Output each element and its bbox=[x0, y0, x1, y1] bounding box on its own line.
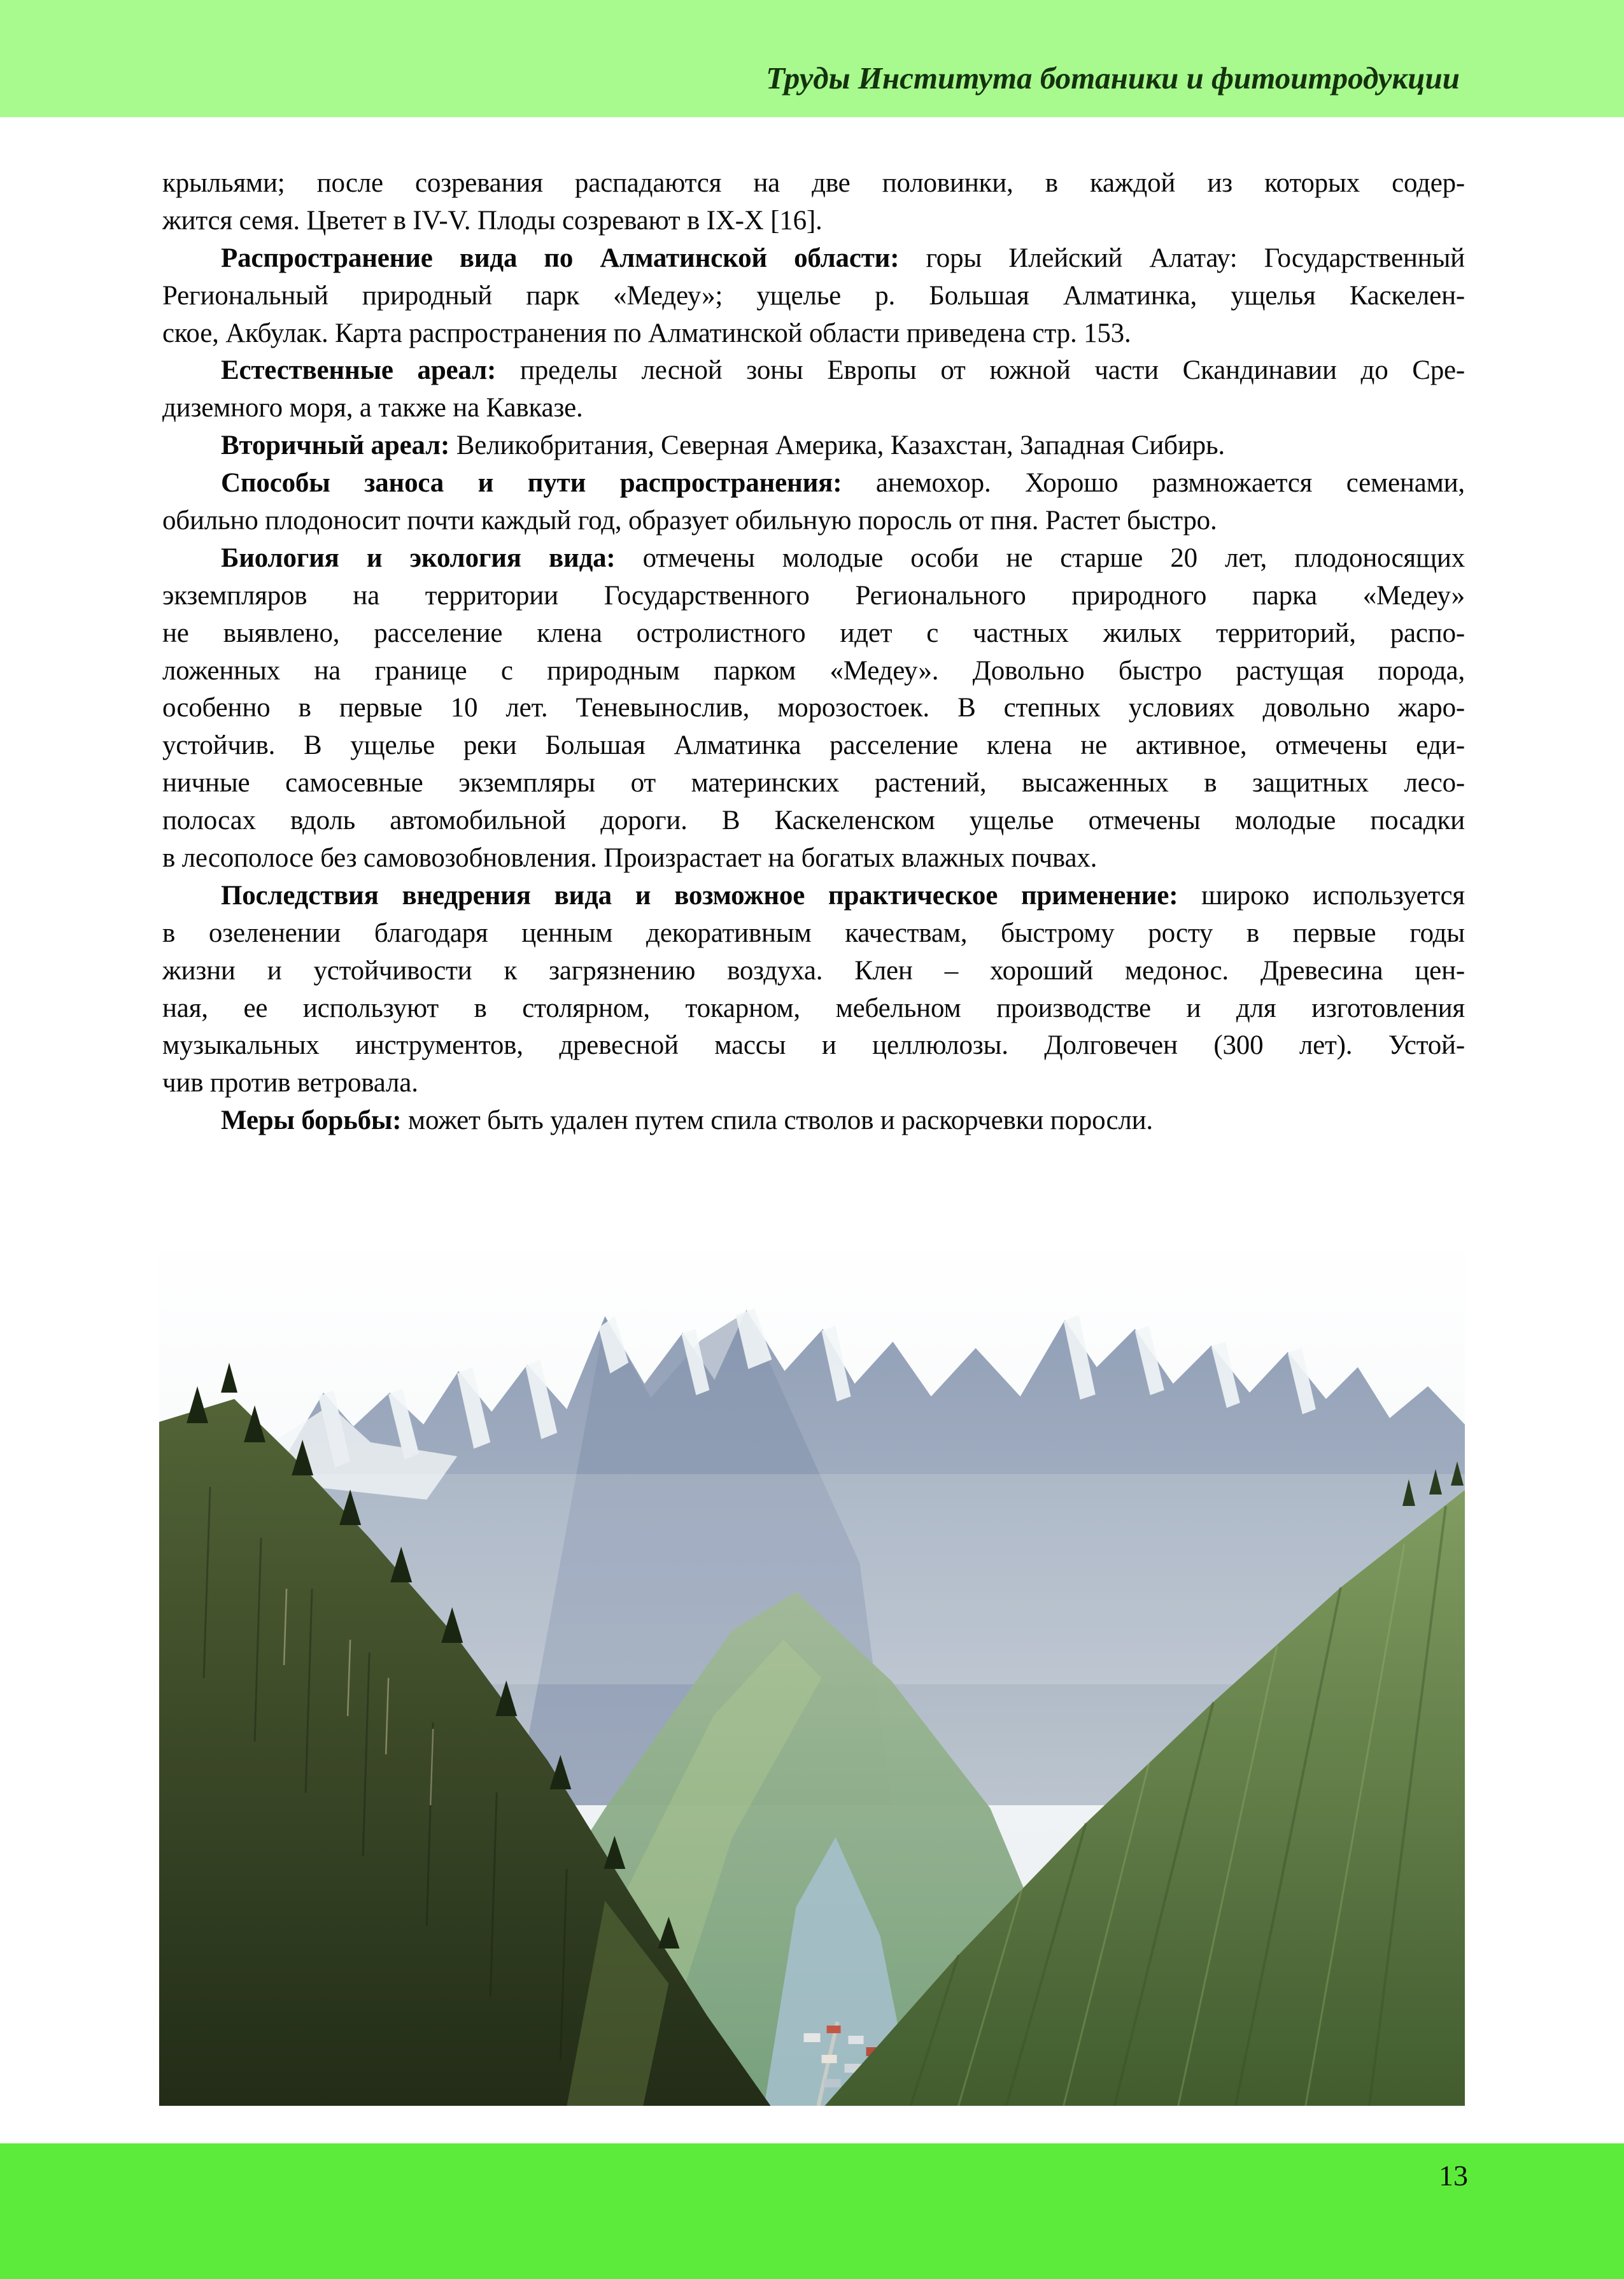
text-line: ничные самосевные экземпляры от материнских растений, высаженных в защитных лесо- bbox=[162, 768, 1465, 799]
text-line: Способы заноса и пути распространения: анемохор. Хорошо размножается семенами, bbox=[221, 468, 1465, 499]
text-line: Региональный природный парк «Медеу»; ущелье р. Большая Алматинка, ущелья Каскелен- bbox=[162, 280, 1465, 311]
paragraph-lead-in: Вторичный ареал: bbox=[221, 430, 450, 461]
footer-bar bbox=[0, 2143, 1624, 2279]
text-line: Последствия внедрения вида и возможное практическое применение: широко используется bbox=[221, 880, 1465, 911]
text-line: не выявлено, расселение клена остролистного идет с частных жилых территорий, распо- bbox=[162, 618, 1465, 648]
text-line: чив против ветровала. bbox=[162, 1068, 418, 1098]
text-line: устойчив. В ущелье реки Большая Алматинка расселение клена не активное, отмечены еди- bbox=[162, 730, 1465, 761]
mountain-photo-svg bbox=[159, 1232, 1465, 2106]
mountain-photo bbox=[159, 1232, 1465, 2106]
paragraph-lead-in: Распространение вида по Алматинской области: bbox=[221, 243, 900, 273]
text-line: диземного моря, а также на Кавказе. bbox=[162, 393, 583, 423]
text-line: обильно плодоносит почти каждый год, образует обильную поросль от пня. Растет быстро. bbox=[162, 506, 1217, 536]
text-line: музыкальных инструментов, древесной массы и целлюлозы. Долговечен (300 лет). Устой- bbox=[162, 1030, 1465, 1061]
text-line: ское, Акбулак. Карта распространения по Алматинской области приведена стр. 153. bbox=[162, 318, 1131, 348]
text-line: ная, ее используют в столярном, токарном, мебельном производстве и для изготовления bbox=[162, 993, 1465, 1023]
text-line: крыльями; после созревания распадаются на две половинки, в каждой из которых содер- bbox=[162, 168, 1465, 198]
photo-soft-overlay bbox=[159, 1232, 1465, 2106]
text-line: Биология и экология вида: отмечены молодые особи не старше 20 лет, плодоносящих bbox=[221, 543, 1465, 573]
paragraph-lead-in: Последствия внедрения вида и возможное практическое применение: bbox=[221, 880, 1178, 911]
text-line: жизни и устойчивости к загрязнению воздуха. Клен – хороший медонос. Древесина цен- bbox=[162, 955, 1465, 986]
text-line: экземпляров на территории Государственного Регионального природного парка «Медеу» bbox=[162, 580, 1465, 611]
paragraph-lead-in: Меры борьбы: bbox=[221, 1105, 402, 1136]
text-line: особенно в первые 10 лет. Теневынослив, морозостоек. В степных условиях довольно жаро- bbox=[162, 693, 1465, 723]
body-text bbox=[162, 165, 1465, 1140]
paragraph-lead-in: Естественные ареал: bbox=[221, 355, 497, 386]
paragraph-lead-in: Способы заноса и пути распространения: bbox=[221, 468, 842, 499]
text-line: ложенных на границе с природным парком «Медеу». Довольно быстро растущая порода, bbox=[162, 655, 1465, 686]
text-line: полосах вдоль автомобильной дороги. В Каскеленском ущелье отмечены молодые посадки bbox=[162, 806, 1465, 836]
text-line: в лесополосе без самовозобновления. Произрастает на богатых влажных почвах. bbox=[162, 843, 1098, 874]
text-line: в озеленении благодаря ценным декоративным качествам, быстрому росту в первые годы bbox=[162, 918, 1465, 948]
text-line: жится семя. Цветет в IV-V. Плоды созревают в IX-X [16]. bbox=[162, 205, 823, 236]
text-line: Распространение вида по Алматинской области: горы Илейский Алатау: Государственный bbox=[221, 243, 1465, 273]
text-line: Меры борьбы: может быть удален путем спила стволов и раскорчевки поросли. bbox=[221, 1105, 1153, 1136]
text-line: Вторичный ареал: Великобритания, Северная Америка, Казахстан, Западная Сибирь. bbox=[221, 430, 1225, 461]
journal-title: Труды Института ботаники и фитоитродукции bbox=[766, 60, 1460, 96]
paragraph-lead-in: Биология и экология вида: bbox=[221, 543, 616, 573]
text-line: Естественные ареал: пределы лесной зоны Европы от южной части Скандинавии до Сре- bbox=[221, 355, 1465, 386]
header-bar bbox=[0, 0, 1624, 117]
page-number: 13 bbox=[1439, 2159, 1468, 2192]
